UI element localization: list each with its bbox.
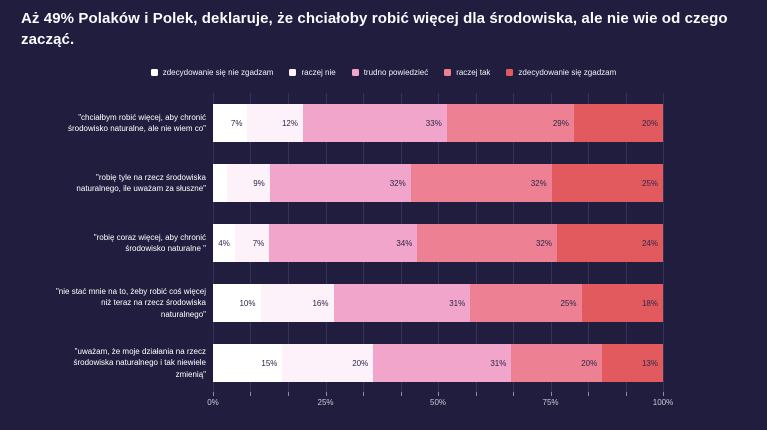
value-label: 12% — [281, 118, 298, 128]
row-label: "robię coraz więcej, aby chronić środowisko naturalne " — [93, 232, 206, 253]
row-label: "chciałbym robić więcej, aby chronić środowisko naturalne, ale nie wiem co" — [67, 112, 206, 133]
axis-tick-label: 75% — [542, 398, 559, 407]
axis-tick — [476, 392, 477, 396]
axis-tick — [250, 392, 251, 396]
value-label: 18% — [641, 298, 658, 308]
legend-item — [151, 68, 274, 77]
value-label: 13% — [641, 358, 658, 368]
value-label: 20% — [641, 118, 658, 128]
legend-item — [506, 68, 616, 77]
bar-track — [213, 104, 663, 142]
axis-tick — [326, 392, 327, 396]
value-label: 7% — [230, 118, 243, 128]
axis-tick — [288, 392, 289, 396]
bar-segment — [470, 284, 581, 322]
row-label: "robię tyle na rzecz środowiska naturalnego, ile uważam za słuszne" — [76, 172, 206, 193]
bar-rows — [0, 93, 663, 393]
axis-tick — [401, 392, 402, 396]
legend-label: raczej nie — [301, 68, 336, 77]
axis-tick — [513, 392, 514, 396]
bar-row — [0, 153, 663, 213]
axis-tick — [363, 392, 364, 396]
x-axis — [207, 392, 674, 416]
axis-tick — [551, 392, 552, 396]
legend-swatch-icon — [444, 69, 451, 76]
row-label: "uważam, że moje działania na rzecz środowiska naturalnego i tak niewiele zmienią" — [73, 347, 206, 379]
legend-label: trudno powiedzieć — [363, 68, 429, 77]
value-label: 10% — [239, 298, 256, 308]
legend-swatch-icon — [506, 69, 513, 76]
value-label: 29% — [552, 118, 569, 128]
bar-segment — [213, 224, 235, 262]
bar-segment — [552, 164, 663, 202]
axis-tick-label: 100% — [652, 398, 674, 407]
axis-tick — [663, 392, 664, 396]
legend-item — [444, 68, 490, 77]
bar-segment — [417, 224, 557, 262]
bar-row — [0, 93, 663, 153]
legend-swatch-icon — [151, 69, 158, 76]
grid-line — [663, 93, 664, 393]
value-label: 15% — [261, 358, 278, 368]
bar-row — [0, 333, 663, 393]
bar-track — [213, 344, 663, 382]
value-label: 31% — [490, 358, 507, 368]
value-label: 33% — [425, 118, 442, 128]
axis-tick-label: 0% — [207, 398, 219, 407]
legend-swatch-icon — [352, 69, 359, 76]
value-label: 4% — [218, 238, 230, 248]
bar-segment — [411, 164, 552, 202]
bar-segment — [270, 164, 411, 202]
bar-segment — [227, 164, 270, 202]
axis-tick — [626, 392, 627, 396]
bar-segment — [602, 344, 663, 382]
value-label: 7% — [252, 238, 265, 248]
bar-segment — [213, 344, 282, 382]
bar-segment — [557, 224, 663, 262]
legend — [0, 68, 767, 77]
axis-tick — [438, 392, 439, 396]
value-label: 32% — [535, 238, 552, 248]
value-label: 25% — [641, 178, 658, 188]
bar-segment — [261, 284, 334, 322]
bar-segment — [511, 344, 602, 382]
bar-row — [0, 273, 663, 333]
bar-segment — [247, 104, 303, 142]
bar-row — [0, 213, 663, 273]
bar-segment — [303, 104, 447, 142]
value-label: 25% — [560, 298, 577, 308]
value-label: 31% — [449, 298, 466, 308]
bar-segment — [235, 224, 269, 262]
legend-swatch-icon — [289, 69, 296, 76]
bar-track — [213, 284, 663, 322]
legend-label: zdecydowanie się zgadzam — [518, 68, 617, 77]
page-title: Aż 49% Polaków i Polek, deklaruje, że chciałoby robić więcej dla środowiska, ale nie wie od czego zacząć. — [21, 10, 728, 48]
value-label: 20% — [352, 358, 369, 368]
legend-item — [352, 68, 428, 77]
bar-segment — [213, 164, 227, 202]
bar-track — [213, 164, 663, 202]
bar-segment — [334, 284, 471, 322]
bar-segment — [213, 104, 247, 142]
bar-segment — [447, 104, 574, 142]
bar-segment — [213, 284, 261, 322]
row-label: "nie stać mnie na to, żeby robić coś więcej niż teraz na rzecz środowiska naturalnego" — [55, 287, 206, 319]
value-label: 32% — [530, 178, 547, 188]
legend-label: zdecydowanie się nie zgadzam — [162, 68, 274, 77]
value-label: 32% — [389, 178, 406, 188]
bar-segment — [282, 344, 373, 382]
bar-track — [213, 224, 663, 262]
axis-tick — [588, 392, 589, 396]
bar-segment — [269, 224, 417, 262]
axis-tick-label: 25% — [317, 398, 334, 407]
value-label: 34% — [396, 238, 413, 248]
legend-label: raczej tak — [456, 68, 491, 77]
value-label: 20% — [581, 358, 598, 368]
value-label: 16% — [312, 298, 329, 308]
legend-item — [289, 68, 335, 77]
value-label: 9% — [253, 178, 265, 188]
axis-tick-label: 50% — [429, 398, 447, 407]
bar-segment — [373, 344, 511, 382]
value-label: 24% — [641, 238, 658, 248]
axis-tick — [213, 392, 214, 396]
bar-segment — [582, 284, 664, 322]
bar-segment — [574, 104, 663, 142]
